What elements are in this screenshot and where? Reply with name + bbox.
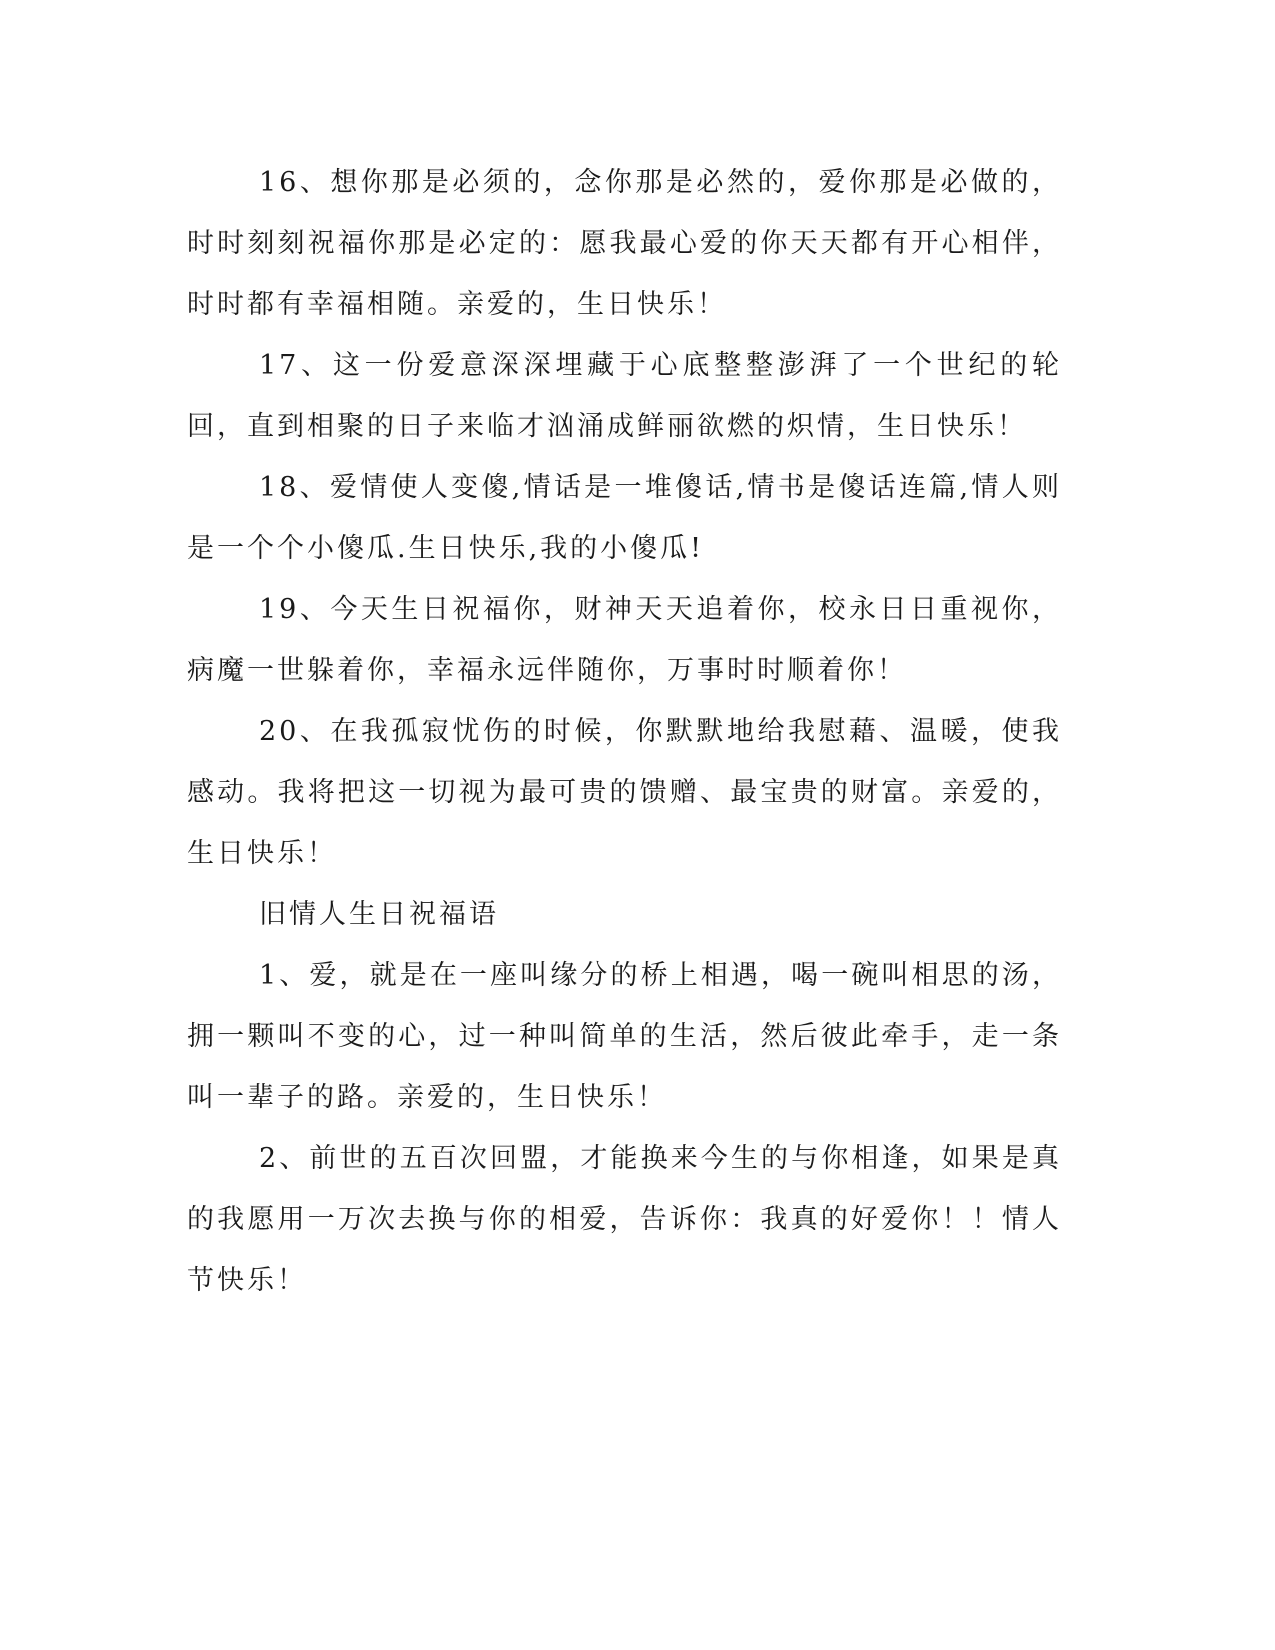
paragraph-20: 20、在我孤寂忧伤的时候，你默默地给我慰藉、温暖，使我感动。我将把这一切视为最可贵的馈赠、最宝贵的财富。亲爱的，生日快乐！ [187, 716, 1062, 869]
paragraph-2: 2、前世的五百次回盟，才能换来今生的与你相逢，如果是真的我愿用一万次去换与你的相爱，告诉你：我真的好爱你！！情人节快乐！ [187, 1143, 1062, 1296]
paragraph-18: 18、爱情使人变傻,情话是一堆傻话,情书是傻话连篇,情人则是一个个小傻瓜.生日快乐,我的小傻瓜! [187, 472, 1062, 564]
document-page [187, 152, 1062, 1311]
section-heading: 旧情人生日祝福语 [259, 899, 499, 930]
paragraph-16: 16、想你那是必须的，念你那是必然的，爱你那是必做的，时时刻刻祝福你那是必定的：愿我最心爱的你天天都有开心相伴，时时都有幸福相随。亲爱的，生日快乐！ [187, 167, 1062, 320]
paragraph-1: 1、爱，就是在一座叫缘分的桥上相遇，喝一碗叫相思的汤，拥一颗叫不变的心，过一种叫简单的生活，然后彼此牵手，走一条叫一辈子的路。亲爱的，生日快乐！ [187, 960, 1062, 1113]
paragraph-17: 17、这一份爱意深深埋藏于心底整整澎湃了一个世纪的轮回，直到相聚的日子来临才汹涌成鲜丽欲燃的炽情，生日快乐！ [187, 350, 1062, 442]
paragraph-19: 19、今天生日祝福你，财神天天追着你，校永日日重视你，病魔一世躲着你，幸福永远伴随你，万事时时顺着你！ [187, 594, 1062, 686]
